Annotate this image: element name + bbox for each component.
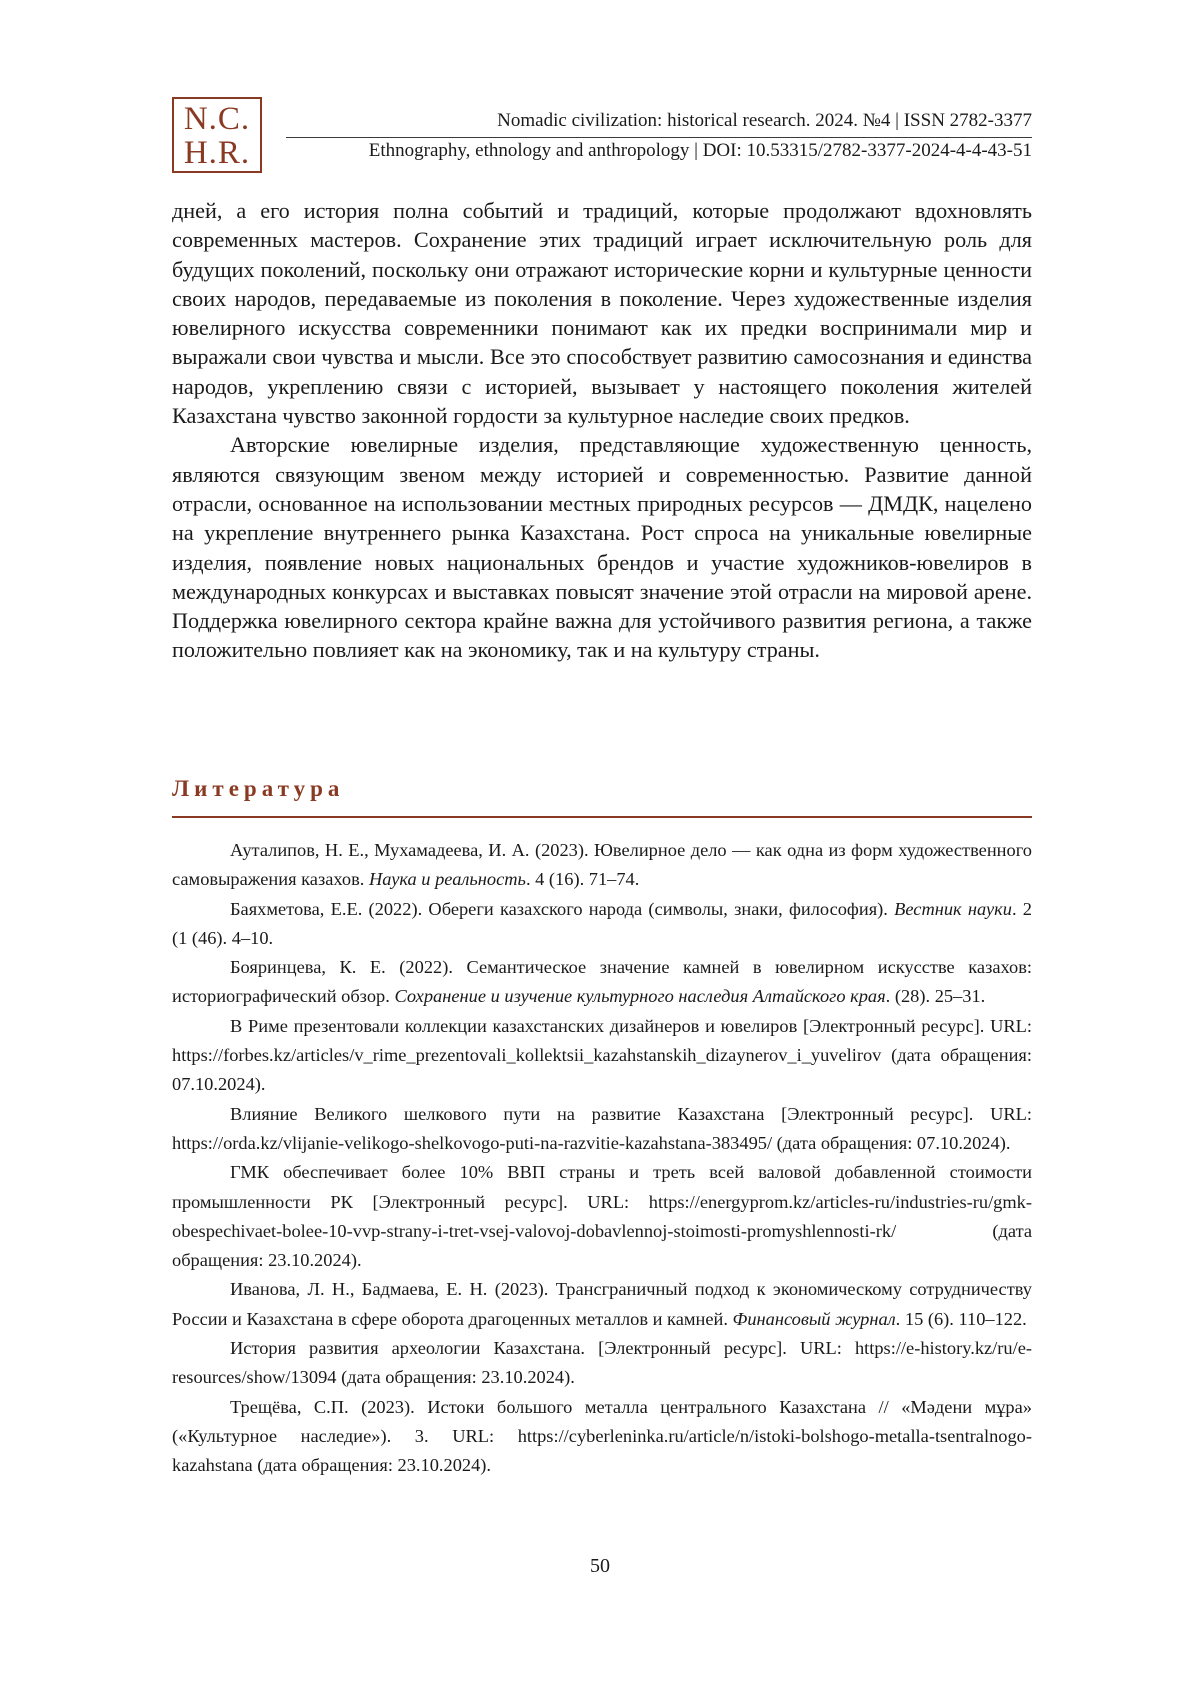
journal-logo bbox=[172, 97, 262, 173]
reference-list bbox=[172, 836, 1032, 1481]
reference-item: ГМК обеспечивает более 10% ВВП страны и треть всей валовой добавленной стоимости промышленности РК [Электронный ресурс]. URL: https://energyprom.kz/articles-ru/industries-ru/gmk-obespechivaet-bolee-10-vvp-strany-i-tret-vsej-valovoj-dobavlennoj-stoimosti-promyshlennosti-rk/ (дата обращения: 23.10.2024). bbox=[172, 1162, 1032, 1271]
reference-item: История развития археологии Казахстана. [Электронный ресурс]. URL: https://e-history.kz/ru/e-resources/show/13094 (дата обращения: 23.10.2024). bbox=[172, 1338, 1032, 1388]
reference-item: Бояринцева, К. Е. (2022). Семантическое значение камней в ювелирном искусстве казахов: историографический обзор. Сохранение и изучение культурного наследия Алтайского края. (28). 25–31. bbox=[172, 957, 1032, 1007]
logo-line-2: H.R. bbox=[183, 135, 251, 171]
header-divider bbox=[286, 137, 1032, 138]
reference-item: Влияние Великого шелкового пути на развитие Казахстана [Электронный ресурс]. URL: https://orda.kz/vlijanie-velikogo-shelkovogo-puti-na-razvitie-kazahstana-383495/ (дата обращения: 07.10.2024). bbox=[172, 1103, 1032, 1153]
reference-item: Иванова, Л. Н., Бадмаева, Е. Н. (2023). Трансграничный подход к экономическому сотрудничеству России и Казахстана в сфере оборота драгоценных металлов и камней. Финансовый журнал. 15 (6). 110–122. bbox=[172, 1279, 1032, 1329]
reference-item: В Риме презентовали коллекции казахстанских дизайнеров и ювелиров [Электронный ресурс]. URL: https://forbes.kz/articles/v_rime_prezentovali_kollektsii_kazahstanskih_dizaynerov_i_yuvelirov (дата обращения: 07.10.2024). bbox=[172, 1015, 1032, 1095]
logo-line-1: N.C. bbox=[183, 101, 251, 137]
paragraph-2: Авторские ювелирные изделия, представляющие художественную ценность, являются связующим звеном между историей и современностью. Развитие данной отрасли, основанное на использовании местных природных ресурсов — ДМДК, нацелено на укрепление внутреннего рынка Казахстана. Рост спроса на уникальные ювелирные изделия, появление новых национальных брендов и участие художников-ювелиров в международных конкурсах и выставках повысят значение этой отрасли на мировой арене. Поддержка ювелирного сектора крайне важна для устойчивого развития региона, а также положительно повлияет как на экономику, так и на культуру страны. bbox=[172, 432, 1032, 663]
literature-divider bbox=[172, 816, 1032, 818]
header-journal-info: Nomadic civilization: historical research. 2024. №4 | ISSN 2782-3377 bbox=[497, 110, 1032, 131]
reference-item: Баяхметова, Е.Е. (2022). Обереги казахского народа (символы, знаки, философия). Вестник науки. 2 (1 (46). 4–10. bbox=[172, 898, 1033, 948]
literature-heading: Литература bbox=[172, 776, 345, 801]
paragraph-1: дней, а его история полна событий и традиций, которые продолжают вдохновлять современных мастеров. Сохранение этих традиций играет исключительную роль для будущих поколений, поскольку они отражают исторические корни и культурные ценности своих народов, передаваемые из поколения в поколение. Через художественные изделия ювелирного искусства современники понимают как их предки воспринимали мир и выражали свои чувства и мысли. Все это способствует развитию самосознания и единства народов, укреплению связи с историей, вызывает у настоящего поколения жителей Казахстана чувство законной гордости за культурное наследие своих предков. bbox=[172, 198, 1032, 429]
page-number: 50 bbox=[590, 1555, 610, 1577]
main-text bbox=[172, 196, 1032, 665]
header-section-doi: Ethnography, ethnology and anthropology | DOI: 10.53315/2782-3377-2024-4-4-43-51 bbox=[368, 140, 1032, 161]
reference-item: Ауталипов, Н. Е., Мухамадеева, И. А. (2023). Ювелирное дело — как одна из форм художественного самовыражения казахов. Наука и реальность. 4 (16). 71–74. bbox=[172, 840, 1032, 890]
reference-item: Трещёва, С.П. (2023). Истоки большого металла центрального Казахстана // «Мәдени мұра» («Культурное наследие»). 3. URL: https://cyberleninka.ru/article/n/istoki-bolshogo-metalla-tsentralnogo-kazahstana (дата обращения: 23.10.2024). bbox=[172, 1396, 1032, 1476]
